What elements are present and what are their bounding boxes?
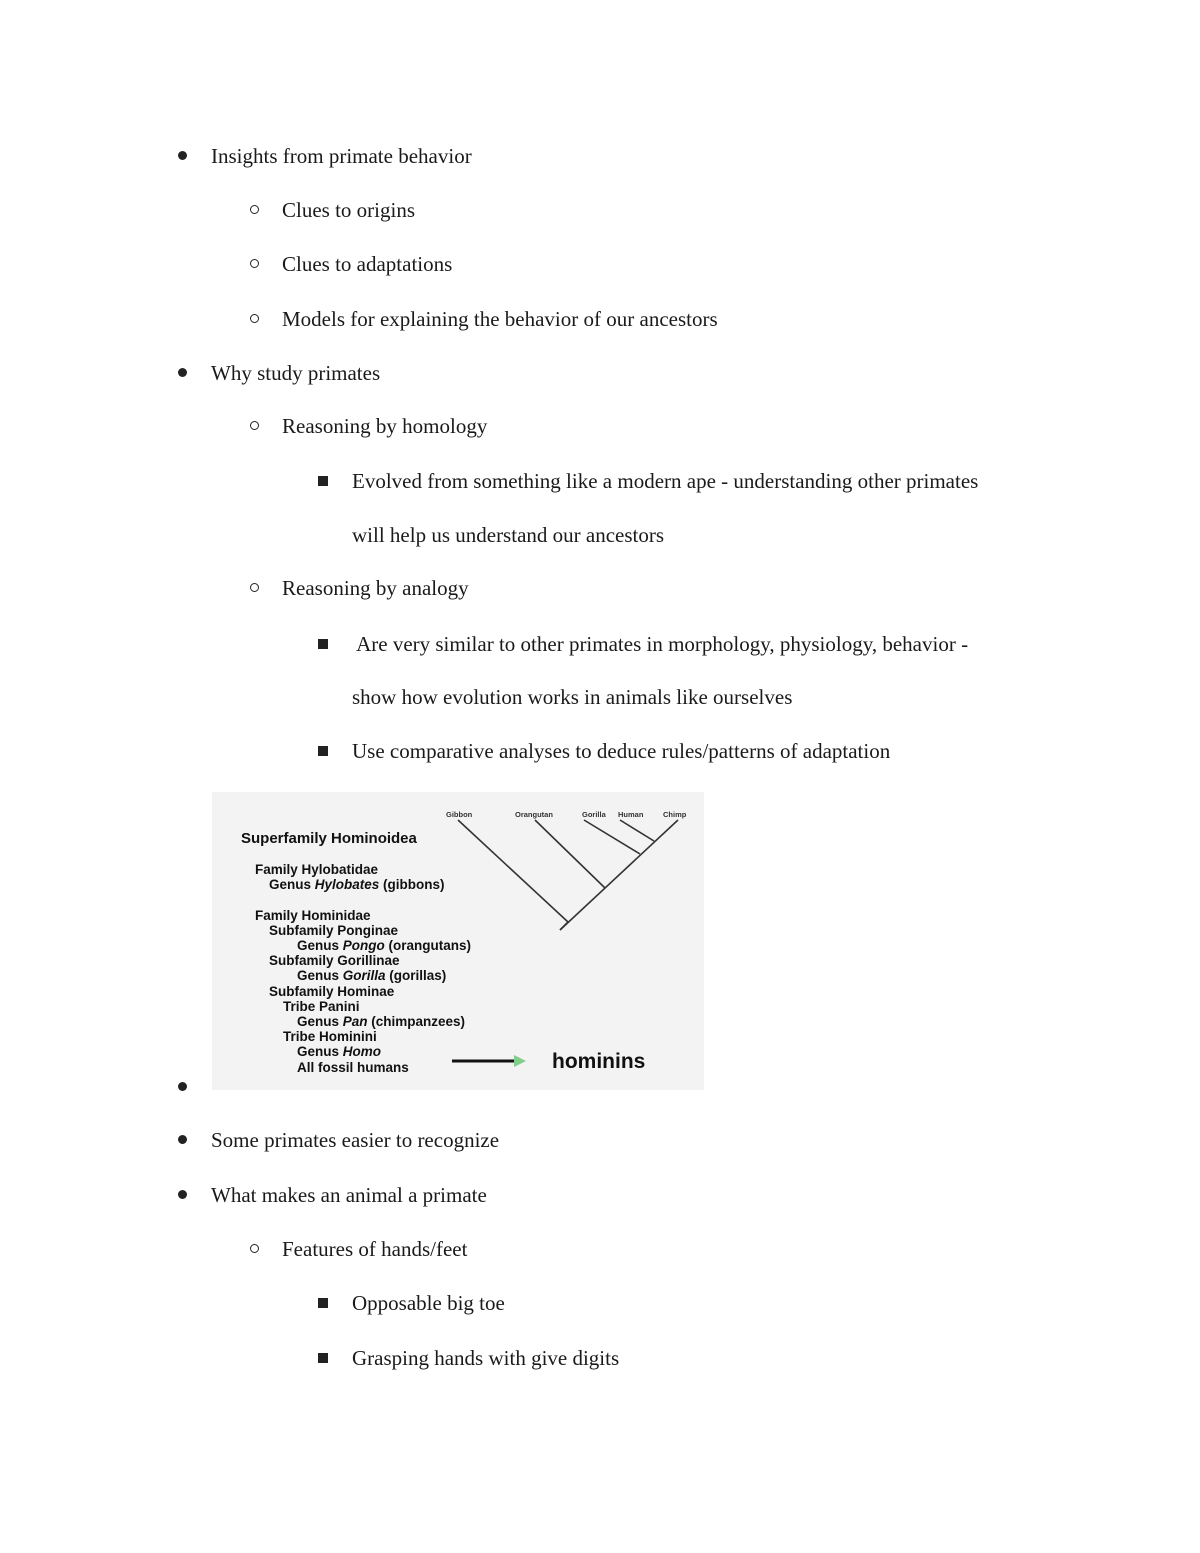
outline-item-l2: Features of hands/feet xyxy=(282,1237,468,1261)
taxon-family: Family Hominidae xyxy=(255,908,371,923)
hominins-arrow xyxy=(452,1055,526,1067)
bullet-square xyxy=(318,468,328,494)
taxon-subfamily: Subfamily Hominae xyxy=(269,984,395,999)
taxon-genus: Genus Pan (chimpanzees) xyxy=(297,1014,466,1029)
bullet-square xyxy=(318,1290,328,1316)
taxon-subfamily: Subfamily Ponginae xyxy=(269,923,399,938)
leaf-label-chimp: Chimp xyxy=(663,810,687,819)
taxon-family: Family Hylobatidae xyxy=(255,862,379,877)
bullet-disc xyxy=(178,1127,187,1153)
bullet-circle xyxy=(250,413,259,439)
bullet-square xyxy=(318,1345,328,1371)
bullet-circle xyxy=(250,1236,259,1262)
taxon-tribe: Tribe Panini xyxy=(283,999,360,1014)
bullet-circle xyxy=(250,575,259,601)
outline-item-l2: Reasoning by homology xyxy=(282,414,488,438)
taxon-genus: Genus Gorilla (gorillas) xyxy=(297,968,447,983)
bullet-disc xyxy=(178,1074,187,1100)
leaf-label-human: Human xyxy=(618,810,644,819)
bullet-disc xyxy=(178,360,187,386)
hominins-label: hominins xyxy=(552,1050,646,1073)
leaf-label-gibbon: Gibbon xyxy=(446,810,473,819)
taxon-superfamily: Superfamily Hominoidea xyxy=(241,830,417,847)
taxon-fossil: All fossil humans xyxy=(297,1060,409,1075)
taxon-subfamily: Subfamily Gorillinae xyxy=(269,953,400,968)
outline-item-l3: Evolved from something like a modern ape - understanding other primates xyxy=(352,469,979,493)
bullet-circle xyxy=(250,251,259,277)
bullet-circle xyxy=(250,306,259,332)
leaf-label-orangutan: Orangutan xyxy=(515,810,553,819)
outline-item-l3: Grasping hands with give digits xyxy=(352,1346,620,1370)
outline-item-l1: Insights from primate behavior xyxy=(211,144,472,168)
outline-item-l1: Some primates easier to recognize xyxy=(211,1128,500,1152)
outline-item-l1: What makes an animal a primate xyxy=(211,1183,487,1207)
outline-item-l3-cont: will help us understand our ancestors xyxy=(352,523,665,547)
taxon-genus: Genus Pongo (orangutans) xyxy=(297,938,472,953)
outline-item-l3-cont: show how evolution works in animals like ourselves xyxy=(352,685,793,709)
outline-item-l3: Use comparative analyses to deduce rules/patterns of adaptation xyxy=(352,739,891,763)
hominoidea-classification-figure xyxy=(212,792,704,1090)
bullet-disc xyxy=(178,1182,187,1208)
outline-item-l2: Clues to origins xyxy=(282,198,416,222)
outline-item-l2: Models for explaining the behavior of our ancestors xyxy=(282,307,718,331)
taxon-tribe: Tribe Hominini xyxy=(283,1029,377,1044)
bullet-disc xyxy=(178,143,187,169)
taxon-genus: Genus Homo xyxy=(297,1044,382,1059)
outline-item-l2: Clues to adaptations xyxy=(282,252,453,276)
clade-branches xyxy=(458,820,678,930)
bullet-square xyxy=(318,738,328,764)
outline-item-l2: Reasoning by analogy xyxy=(282,576,469,600)
outline-item-l3: Opposable big toe xyxy=(352,1291,505,1315)
branch-gorilla xyxy=(584,820,640,854)
branch-chimp xyxy=(560,820,678,930)
bullet-square xyxy=(318,631,328,657)
taxon-genus: Genus Hylobates (gibbons) xyxy=(269,877,445,892)
outline-item-l1: Why study primates xyxy=(211,361,381,385)
bullet-circle xyxy=(250,197,259,223)
outline-item-l3: Are very similar to other primates in morphology, physiology, behavior - xyxy=(352,632,969,656)
branch-orangutan xyxy=(535,820,605,888)
root-stub xyxy=(560,922,568,930)
branch-human xyxy=(620,820,654,841)
leaf-label-gorilla: Gorilla xyxy=(582,810,606,819)
